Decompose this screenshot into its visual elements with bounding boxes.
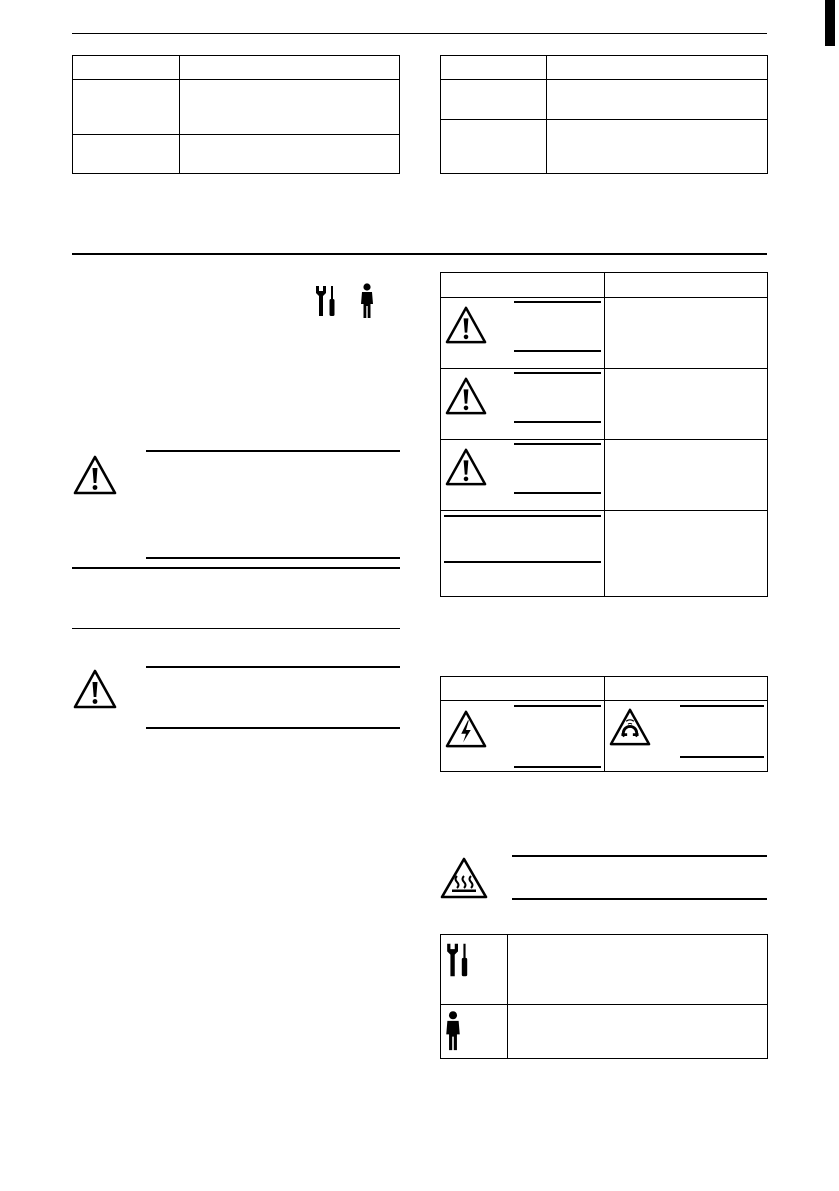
table-row-divider: [441, 297, 767, 298]
warning-top-rule: [146, 450, 400, 452]
note-bottom-rule: [72, 628, 400, 629]
signal-word-rule: [514, 421, 601, 423]
personnel-table: [440, 934, 768, 1059]
table-row-divider: [441, 1004, 767, 1005]
warning-triangle-icon: [444, 447, 488, 487]
table-row-divider: [441, 79, 767, 80]
tools-icon: [445, 941, 471, 979]
table-row-divider: [73, 134, 399, 135]
signal-word-rule: [680, 756, 764, 758]
warning-bottom-rule: [512, 898, 767, 900]
magnetic-field-icon: [607, 707, 653, 747]
person-icon: [444, 1009, 462, 1053]
notice-rule: [444, 515, 601, 517]
signal-word-rule: [514, 766, 601, 768]
warning-triangle-icon: [72, 668, 118, 710]
tools-icon: [314, 284, 338, 318]
signal-word-rule: [514, 301, 601, 303]
table-row-divider: [441, 439, 767, 440]
warning-bottom-rule: [146, 557, 400, 559]
signal-word-rule: [514, 372, 601, 374]
person-icon: [359, 283, 375, 319]
header-rule: [72, 33, 767, 34]
table-row-divider: [441, 700, 767, 701]
warning-top-rule: [512, 855, 767, 857]
note-top-rule: [72, 567, 400, 569]
warning-triangle-icon: [444, 305, 488, 345]
notice-rule: [444, 561, 601, 563]
warning-triangle-icon: [72, 454, 118, 496]
table-column-divider: [507, 935, 508, 1058]
signal-word-rule: [514, 492, 601, 494]
table-row-divider: [73, 79, 399, 80]
table-column-divider: [604, 677, 605, 771]
hazard-symbols-table: [440, 676, 768, 772]
warning-triangle-icon: [444, 376, 488, 416]
warning-top-rule: [146, 666, 400, 668]
electric-shock-icon: [444, 709, 488, 749]
table-row-divider: [441, 368, 767, 369]
signal-words-table: [440, 272, 768, 597]
signal-word-rule: [514, 443, 601, 445]
table-row-divider: [441, 510, 767, 511]
signal-word-rule: [514, 705, 601, 707]
table-column-divider: [546, 56, 547, 173]
table-column-divider: [604, 273, 605, 596]
top-right-table: [440, 55, 768, 174]
table-row-divider: [441, 119, 767, 120]
warning-bottom-rule: [146, 727, 400, 729]
page-edge-tab: [825, 0, 835, 46]
hot-surface-icon: [439, 856, 489, 900]
table-column-divider: [179, 56, 180, 173]
signal-word-rule: [514, 350, 601, 352]
signal-word-rule: [680, 705, 764, 707]
top-left-table: [72, 55, 400, 174]
section-rule: [72, 253, 767, 255]
